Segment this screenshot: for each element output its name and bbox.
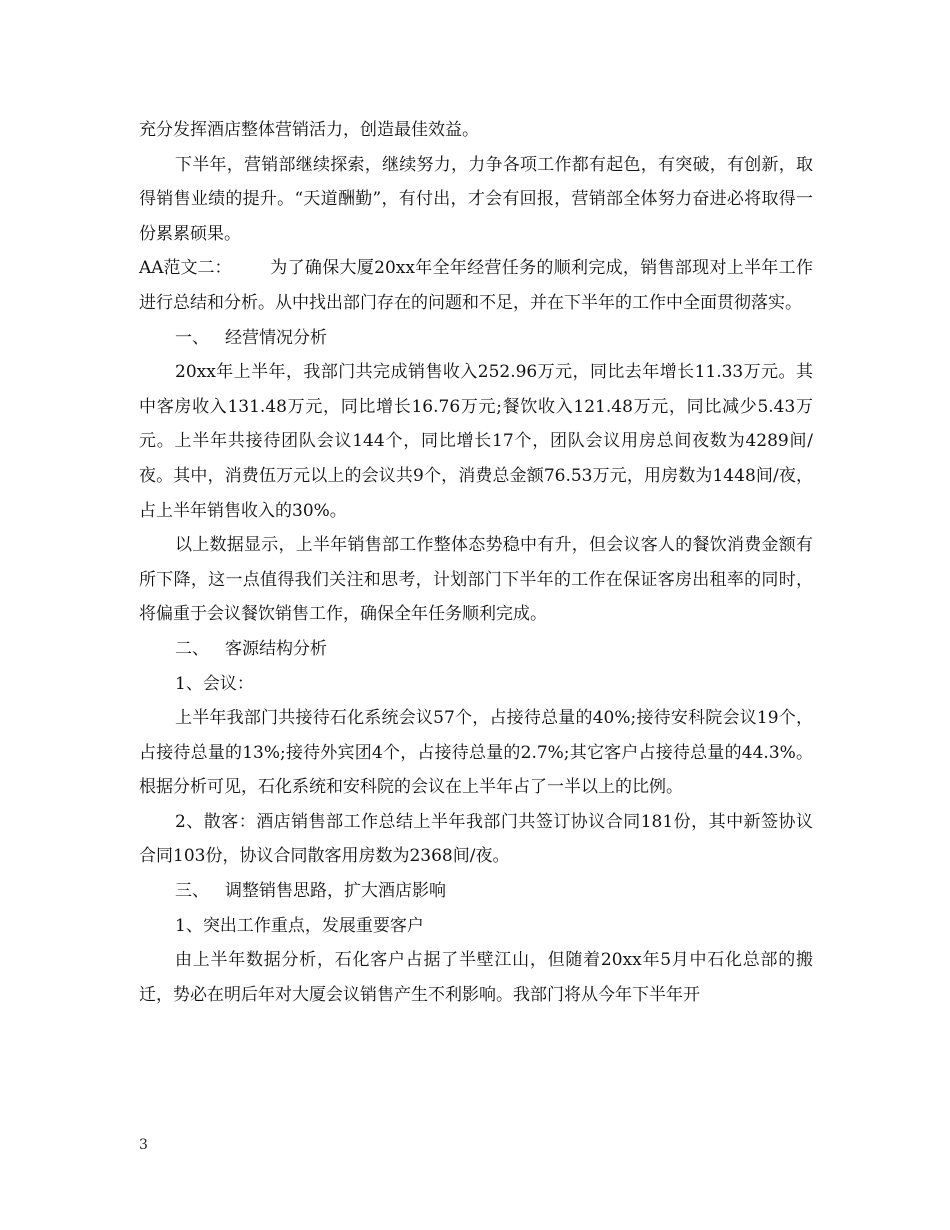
section-title: 经营情况分析 [225, 327, 327, 348]
section-heading-sales-strategy [139, 874, 813, 909]
section-title: 客源结构分析 [225, 638, 327, 659]
page-number: 3 [139, 1137, 148, 1153]
section-number: 二、 [175, 638, 209, 659]
section-heading-operations [139, 321, 813, 356]
paragraph-individual-guests: 2、散客：酒店销售部工作总结上半年我部门共签订协议合同181份，其中新签协议合同103份，协议合同散客用房数为2368间/夜。 [139, 811, 813, 867]
paragraph-client-analysis: 由上半年数据分析，石化客户占据了半壁江山，但随着20xx年5月中石化总部的搬迁，势必在明后年对大厦会议销售产生不利影响。我部门将从今年下半年开 [139, 950, 813, 1005]
paragraph-data-analysis: 以上数据显示，上半年销售部工作整体态势稳中有升，但会议客人的餐饮消费金额有所下降，这一点值得我们关注和思考，计划部门下半年的工作在保证客房出租率的同时，将偏重于会议餐饮销售工作，确保全年任务顺利完成。 [139, 535, 813, 625]
paragraph-second-half-outlook: 下半年，营销部继续探索，继续努力，力争各项工作都有起色，有突破，有创新，取得销售业绩的提升。“天道酬勤”，有付出，才会有回报，营销部全体努力奋进必将取得一份累累硕果。 [139, 154, 813, 244]
paragraph-sample-two-intro [139, 251, 813, 320]
paragraph-revenue-figures: 20xx年上半年，我部门共完成销售收入252.96万元，同比去年增长11.33万元。其中客房收入131.48万元，同比增长16.76万元;餐饮收入121.48万元，同比减少5.43万元。上半年共接待团队会议144个，同比增长17个，团队会议用房总间夜数为4289间/夜。其中，消费伍万元以上的会议共9个，消费总金额76.53万元，用房数为1448间/夜，占上半年销售收入的30%。 [139, 362, 813, 521]
section-title: 调整销售思路，扩大酒店影响 [225, 881, 446, 902]
sample-two-text: 为了确保大厦20xx年全年经营任务的顺利完成，销售部现对上半年工作进行总结和分析。从中找出部门存在的问题和不足，并在下半年的工作中全面贯彻落实。 [139, 258, 813, 313]
paragraph-meeting-breakdown: 上半年我部门共接待石化系统会议57个，占接待总量的40%;接待安科院会议19个，占接待总量的13%;接待外宾团4个，占接待总量的2.7%;其它客户占接待总量的44.3%。根据分析可见，石化系统和安科院的会议在上半年占了一半以上的比例。 [139, 708, 813, 798]
paragraph-continuation: 充分发挥酒店整体营销活力，创造最佳效益。 [139, 120, 479, 140]
subheading-meetings: 1、会议： [175, 673, 254, 694]
document-body [139, 113, 813, 1012]
sample-two-label: AA范文二： [139, 258, 232, 279]
subheading-key-clients: 1、突出工作重点，发展重要客户 [175, 915, 424, 936]
section-number: 一、 [175, 327, 209, 348]
section-heading-customer-structure [139, 632, 813, 667]
section-number: 三、 [175, 881, 209, 902]
